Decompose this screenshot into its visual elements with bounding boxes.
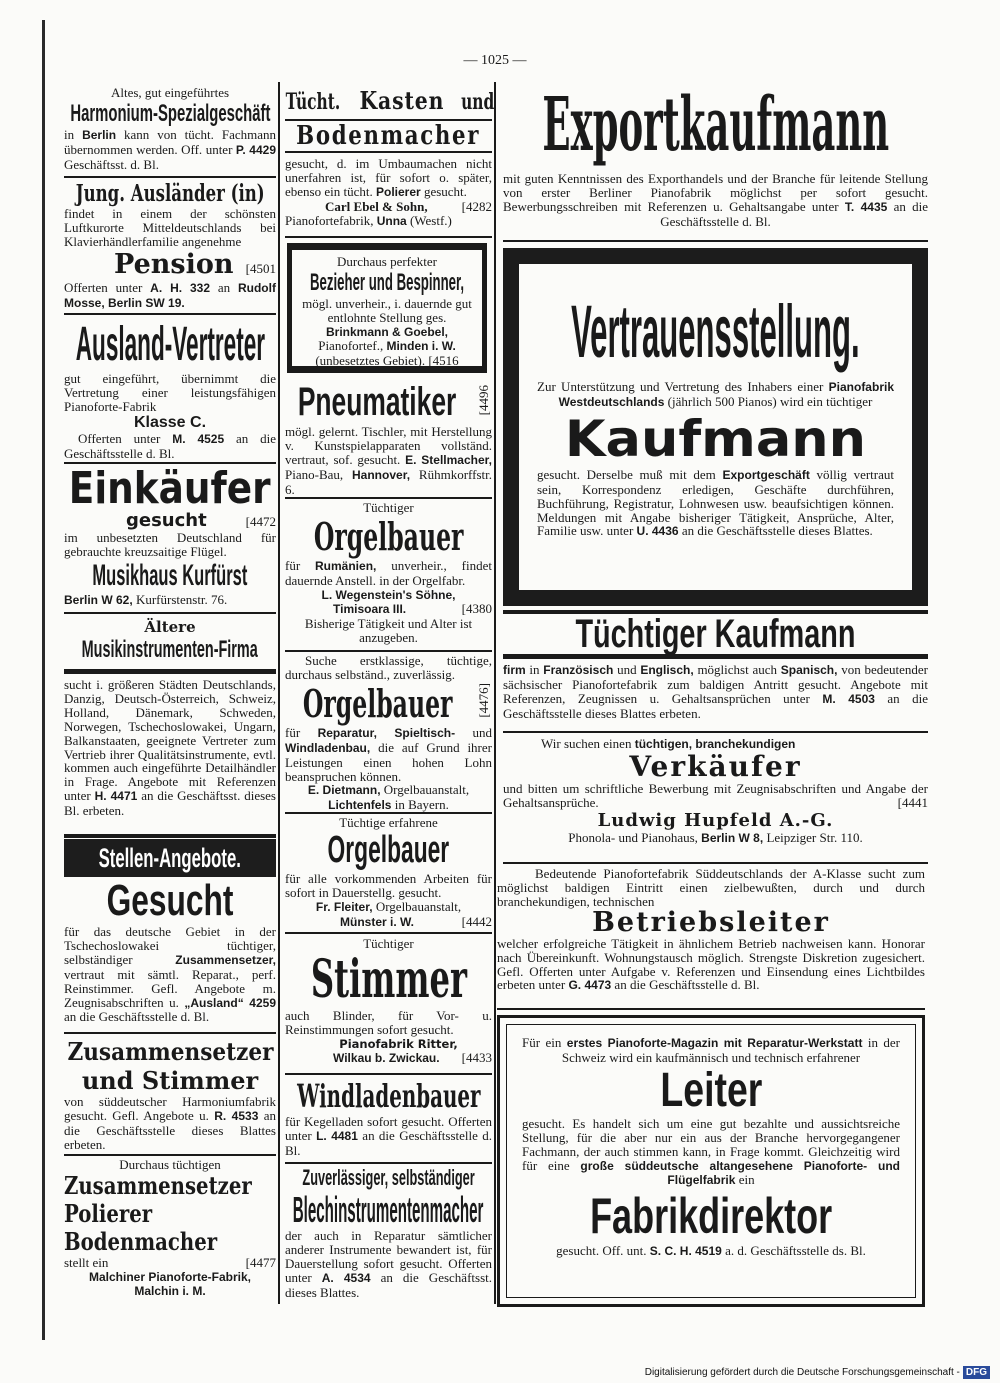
text-segment: Orgelbauanstalt, <box>380 782 470 798</box>
divider <box>64 834 276 838</box>
divider <box>64 313 276 315</box>
bold-text: Exportgeschäft <box>722 467 810 482</box>
ad-headline <box>64 462 276 514</box>
headline-text: Exportkaufmann <box>542 82 889 168</box>
ad-body <box>503 172 928 229</box>
text-segment: in Bayern. <box>391 797 449 813</box>
ad-text: stellt ein <box>64 1254 109 1270</box>
text-segment: mögl. gelernt. Tischler, mit Herstellung v. Kunstspielapparaten vollständ. vertraut, sof. gesucht. <box>285 424 492 467</box>
headline-text: Verkäufer <box>629 750 802 784</box>
ad-body <box>497 937 925 994</box>
ad-exportkaufmann <box>503 84 928 229</box>
ad-intro: Durchaus perfekter <box>337 254 437 269</box>
section-banner <box>64 839 276 877</box>
text-segment: von bedeutender sächsischer Pianofortefabrik zum baldigen Antritt gesucht. Angebote mit Referenzen, Zeugnissen u. Gehaltsansprüchen unter <box>503 662 928 706</box>
bold-text: A. 4534 <box>321 1270 371 1285</box>
ad-windladenbauer <box>285 1077 492 1158</box>
firm-name: L. Wegenstein's Söhne, <box>321 587 456 602</box>
ad-code: [4476] <box>476 682 491 718</box>
headline-row <box>285 682 492 726</box>
bold-text: Spanisch, <box>780 663 838 677</box>
bold-text: Berlin <box>82 127 117 142</box>
text-segment: an die Geschäftsstelle d. Bl. <box>64 1009 210 1025</box>
ad-address <box>285 214 492 229</box>
bold-text: erstes Pianoforte-Magazin mit Reparatur-Werkstatt <box>566 1036 863 1050</box>
bold-text: R. 4533 <box>214 1108 259 1123</box>
ad-address <box>64 593 276 608</box>
headline-text: Leiter <box>660 1064 762 1118</box>
firm-name: Carl Ebel & Sohn, <box>325 198 428 214</box>
text-segment: Kurfürstenstr. 76. <box>132 591 228 607</box>
text-segment: Pianofortefabrik, <box>285 212 377 228</box>
text-segment: an <box>210 279 238 295</box>
bold-text: Französisch <box>543 663 614 677</box>
firm-city <box>285 798 492 813</box>
ad-body: mögl. unverheir., i. dauernde gut entlohnte Stellung ges. <box>302 295 472 325</box>
ad-zusammensetzer-stimmer <box>64 1037 276 1152</box>
headline-text: Orgelbauer <box>302 681 453 727</box>
ad-code: [4477 <box>245 1254 276 1270</box>
firm-name: Pianofabrik Ritter, <box>339 1036 458 1051</box>
ad-body: Bedeutende Pianofortefabrik Süddeutschlands der A-Klasse sucht zum möglichst baldigen Eintritt einen zielbewußten, durch und durch branchekundigen, technischen <box>497 866 925 909</box>
divider <box>497 1008 925 1010</box>
ad-intro: Tüchtiger <box>363 500 414 515</box>
text-segment: (Westf.) <box>406 212 452 228</box>
ad-leiter-box <box>497 1015 925 1307</box>
text-segment: Rühmkorffstr. 6. <box>285 466 492 497</box>
text-segment: Für ein <box>522 1035 567 1050</box>
ad-headline <box>537 290 894 372</box>
text-segment: Offerten unter <box>64 279 151 295</box>
text-segment: an die Geschäftsstelle dieses Blattes erbeten. <box>503 690 929 721</box>
firm-name: Brinkmann & Goebel, <box>325 324 449 339</box>
ad-einkaeufer <box>64 462 276 608</box>
bold-text: Minden i. W. <box>386 338 456 353</box>
ad-pneumatiker <box>285 380 492 497</box>
firm-row <box>285 200 492 214</box>
bold-text: A. H. 332 <box>150 280 211 295</box>
headline-text: Ausland-Vertreter <box>75 317 265 371</box>
code-row <box>64 1256 276 1270</box>
ad-bezieher <box>292 250 482 368</box>
ad-orgelbauer-dietmann <box>285 654 492 813</box>
text-segment: Piano-Bau, <box>285 466 353 482</box>
headline-text: Zuverlässiger, selbständiger <box>302 1165 475 1190</box>
headline-text: Tüchtiger Kaufmann <box>575 611 856 656</box>
text-segment: an die Geschäftsst. dieses Blattes. <box>285 1269 492 1300</box>
bold-text: Reparatur, Spieltisch- <box>317 725 456 740</box>
ad-orgelbauer-rumaenien <box>285 501 492 644</box>
ad-headline <box>285 515 492 559</box>
bold-text: Zusammensetzer, <box>175 952 276 967</box>
firm-city: Malchin i. M. <box>134 1283 206 1298</box>
ad-address <box>503 831 928 846</box>
headline-text: Blechinstrumentenmacher <box>293 1189 484 1230</box>
ad-body <box>64 207 276 249</box>
headline-text: und Stimmer <box>81 1066 259 1095</box>
footer-credit <box>645 1366 990 1379</box>
text-segment: für <box>285 724 318 740</box>
ad-body <box>285 1229 492 1300</box>
ad-code: [4472 <box>245 514 276 529</box>
firm-name <box>285 783 492 798</box>
headline-text: Bezieher und Bespinner, <box>309 268 465 296</box>
divider <box>64 669 276 674</box>
headline-text: Zusammensetzer <box>64 1170 252 1200</box>
bold-text: G. 4473 <box>568 978 612 993</box>
ad-body <box>522 1244 900 1259</box>
headline-text: Orgelbauer <box>313 514 464 560</box>
ad-vertrauensstellung-box <box>503 248 928 606</box>
ad-headline <box>285 380 470 425</box>
bold-text: Rudolf Mosse, Berlin SW 19. <box>64 280 276 310</box>
divider <box>285 812 492 814</box>
ad-blechinstrumentenmacher <box>285 1165 492 1300</box>
headline-text: Musikinstrumenten-Firma <box>81 636 259 663</box>
bold-text: firm <box>503 663 526 677</box>
city-row <box>285 1051 492 1066</box>
ad-body <box>285 1115 492 1158</box>
ad-musikinstrumenten-firma <box>64 618 276 818</box>
ad-firm <box>64 559 276 593</box>
ad-harmonium <box>64 86 276 172</box>
divider <box>285 1162 492 1164</box>
text-segment: unverheir., findet dauernde Anstell. in der Orgelfabr. <box>285 557 492 588</box>
text-segment: an die Geschäftsstelle d. Bl. <box>285 1127 493 1158</box>
ad-malchiner <box>64 1158 276 1298</box>
ad-firm <box>503 810 928 831</box>
divider <box>503 240 928 242</box>
text-segment: für <box>285 557 316 573</box>
ad-headline <box>64 1066 276 1095</box>
bold-text: L. 4481 <box>316 1128 358 1143</box>
ad-tuechtiger-kaufmann <box>503 610 928 721</box>
page-number: — 1025 — <box>463 53 527 68</box>
bold-text: Berlin W 62, <box>64 592 133 607</box>
divider <box>285 236 492 238</box>
ad-body <box>64 531 276 559</box>
ad-headline <box>503 611 928 656</box>
banner-text: Stellen-Angebote. <box>98 842 242 873</box>
text-segment: Geschäftsst. d. Bl. <box>64 156 159 172</box>
text-segment: der auch in Reparatur sämtlicher anderer Instrumente bewandert ist, für Dauerstellung sofort gesucht. Offerten unter <box>285 1228 492 1285</box>
text-segment: kann von tücht. Fachmann übernommen werden. Off. unter <box>64 126 276 157</box>
ad-note: Bisherige Tätigkeit und Alter ist anzugeben. <box>304 615 473 645</box>
ad-headline <box>522 1188 900 1244</box>
headline-text: Jung. Ausländer (in) <box>75 180 265 207</box>
bold-text: Lichtenfels <box>328 798 392 813</box>
text-segment: welcher erfolgreiche Tätigkeit in ähnlichem Betrieb nachweisen kann. Honorar nach Übereinkunft. Wohnungstausch möglich. Strengste Diskretion zugesichert. Gefl. Offerten unter Aufgabe v. Referenzen und Einsendung eines Lichtbildes erbeten unter <box>497 935 925 993</box>
column-rule <box>494 82 496 1304</box>
divider <box>64 1032 276 1034</box>
text-segment: Orgelbauanstalt, <box>372 898 462 914</box>
ad-intro: Durchaus tüchtigen <box>119 1157 221 1172</box>
bold-text: Berlin W 8, <box>701 830 764 845</box>
firm-city: Timisoara III. <box>333 601 407 616</box>
ad-headline <box>296 269 478 297</box>
bold-text: Unna <box>376 213 407 228</box>
ad-headline <box>285 1191 492 1229</box>
ad-headline <box>64 316 276 372</box>
headline-text: Fabrikdirektor <box>589 1188 833 1245</box>
ad-intro: Ältere <box>144 618 196 636</box>
ad-body <box>285 157 492 200</box>
ad-code: [4282 <box>461 198 492 214</box>
headline-text: Vertrauensstellung. <box>571 289 860 373</box>
text-segment: in <box>64 126 83 142</box>
ad-headline <box>64 636 276 664</box>
text-segment: Phonola- und Pianohaus, <box>568 829 702 845</box>
ad-headline <box>503 752 928 782</box>
text-segment: von süddeutscher Harmoniumfabrik gesucht. Gefl. Angebote u. <box>64 1094 276 1123</box>
text-segment: und <box>455 724 492 740</box>
ad-headline <box>285 1165 492 1191</box>
headline-list <box>64 1170 252 1256</box>
bold-text: E. Dietmann, <box>307 783 381 798</box>
ad-headline <box>285 951 492 1009</box>
bold-text: Windladenbau, <box>285 740 371 755</box>
headline-text: Bodenmacher <box>296 121 481 151</box>
ad-kasten-bodenmacher <box>285 86 492 229</box>
text-segment: in der Schweiz wird ein kaufmännisch und technisch erfahrener <box>561 1035 900 1065</box>
ad-intro: Tüchtiger <box>363 936 414 951</box>
ad-orgelbauer-fleiter <box>285 816 492 930</box>
ad-headline <box>285 1077 492 1115</box>
text-segment: (jährlich 500 Pianos) wird ein tüchtiger <box>664 393 873 409</box>
footer-text: Digitalisierung gefördert durch die Deutsche Forschungsgemeinschaft - <box>644 1367 960 1378</box>
big-word: Pension <box>114 248 234 280</box>
ad-intro: Tüchtige erfahrene <box>339 815 438 830</box>
text-segment: und <box>613 662 641 677</box>
divider <box>285 1073 492 1075</box>
ad-leiter <box>522 1036 900 1259</box>
text-segment: vertraut mit sämtl. Reparat., perf. Reinstimmer. Gefl. Angebote m. Zeugnisabschriften u. <box>64 966 276 1010</box>
ad-body <box>64 1095 276 1152</box>
divider <box>285 932 492 934</box>
text-segment: findet in einem der schönsten Luftkurorte Mitteldeutschlands bei Klavierhändlerfamilie angenehme <box>64 206 276 249</box>
ad-headline <box>497 909 925 937</box>
text-segment: gut eingeführt, übernimmt die Vertretung einer leistungsfähigen Pianoforte-Fabrik <box>64 371 276 414</box>
text-segment: gesucht, d. im Umbaumachen nicht unerfahren ist, für sofort o. später, ebenso ein tücht. <box>285 156 492 199</box>
bold-text: Pianofabrik Westdeutschlands <box>558 380 894 409</box>
bold-text: M. 4503 <box>822 691 875 706</box>
headline-text: und <box>460 89 494 115</box>
headline-text: Bodenmacher <box>64 1226 218 1256</box>
ad-body: und bitten um schriftliche Bewerbung mit Zeugnisabschriften und Angabe der Gehaltsansprüche. <box>503 780 928 810</box>
ad-intro: Suche erstklassige, tüchtige, durchaus selbständ., zuverlässig. <box>285 653 492 682</box>
text-segment: für das deutsche Gebiet in der Tschechoslowakei tüchtiger, selbständiger <box>64 924 276 967</box>
text-segment: gesucht. Es handelt sich um eine gut bezahlte und aussichtsreiche Stellung, für die aber nur ein aus der Branche hervorgegangener Fachmann, der auch stimmen kann, in Frage kommt. Gleichzeitig wird für eine <box>522 1115 900 1173</box>
dfg-logo: DFG <box>963 1366 990 1379</box>
big-word-text: Kaufmann <box>564 409 867 468</box>
ad-headline <box>64 180 276 207</box>
text-segment: in <box>525 662 544 677</box>
firm-name <box>285 900 492 915</box>
ad-big-word <box>537 410 894 468</box>
headline-text: Tücht. <box>285 89 341 115</box>
text-segment: Pianofortef., <box>318 337 387 353</box>
headline-text: Einkäufer <box>69 462 271 514</box>
text-segment: an die Geschäftsstelle dieses Blattes. <box>678 523 873 539</box>
ad-headline <box>503 84 928 166</box>
bold-text: T. 4435 <box>844 199 888 214</box>
ad-sub: gesucht <box>126 510 207 531</box>
ad-sub: Klasse C. <box>133 413 207 431</box>
ad-code: [4441 <box>897 794 928 810</box>
bold-text: Englisch, <box>640 663 694 677</box>
ad-verkaeufer <box>503 737 928 846</box>
ad-headline <box>64 100 276 128</box>
text-segment: a. d. Geschäftsstelle ds. Bl. <box>721 1243 866 1259</box>
ad-code: [4501 <box>245 260 276 276</box>
bold-text: Rumänien, <box>315 558 377 573</box>
divider <box>503 731 928 733</box>
divider <box>285 650 492 652</box>
bold-text: tüchtigen, branchekundigen <box>634 737 796 751</box>
bold-text: P. 4429 <box>235 142 277 157</box>
city-row <box>285 915 492 930</box>
ad-code: [4433 <box>461 1049 492 1065</box>
ad-body <box>285 425 492 497</box>
ad-body: für alle vorkommenden Arbeiten für sofort in Dauerstellg. gesucht. <box>285 870 492 900</box>
ad-intro: Altes, gut eingeführtes <box>110 85 230 100</box>
ad-code: [4380 <box>461 600 492 616</box>
firm-text: Ludwig Hupfeld A.-G. <box>597 809 834 831</box>
bold-text: Fr. Fleiter, <box>315 899 373 914</box>
text-segment: Zur Unterstützung und Vertretung des Inhabers einer <box>537 379 829 394</box>
ad-vertrauensstellung <box>519 264 912 539</box>
ad-body <box>537 468 894 540</box>
text-segment: gesucht. Off. unt. <box>556 1243 650 1259</box>
ad-code: [4442 <box>461 913 492 929</box>
text-segment: an die Geschäftsstelle d. Bl. <box>660 198 929 229</box>
text-segment: an die Geschäftsst. dieses Bl. erbeten. <box>64 788 276 819</box>
text-segment: Leipziger Str. 110. <box>763 829 863 845</box>
ad-headline <box>285 830 492 872</box>
text-segment: ein <box>735 1172 755 1188</box>
divider <box>285 497 492 499</box>
scan-edge <box>42 20 45 1340</box>
headline-text: Stimmer <box>310 949 467 1011</box>
text-segment: die auf Grund ihrer Leistungen einen hohen Lohn beanspruchen können. <box>285 739 492 784</box>
headline-text: Orgelbauer <box>327 829 450 872</box>
headline-text: Betriebsleiter <box>592 907 830 939</box>
divider <box>64 176 276 178</box>
text-segment: im unbesetzten Deutschland für gebrauchte kreuzsaitige Flügel. <box>64 530 276 559</box>
ad-body <box>64 678 276 818</box>
bold-text: große süddeutsche altangesehene Pianoforte- und Flügelfabrik <box>580 1158 900 1188</box>
text-segment: an die Geschäftsstelle d. Bl. <box>64 430 276 461</box>
ad-headline <box>522 1065 900 1117</box>
headline-text: Windladenbauer <box>296 1077 481 1115</box>
ad-body <box>64 432 276 461</box>
bold-text: E. Stellmacher, <box>405 452 492 467</box>
headline-text: Gesucht <box>106 876 234 925</box>
divider <box>64 612 276 614</box>
ad-headline <box>64 877 276 925</box>
text-segment: Wir suchen einen <box>541 736 635 751</box>
text-segment: mit guten Kenntnissen des Exporthandels und der Branche für leitende Stellung von erster Berliner Pianofabrik möglichst per sofort gesucht. Bewerbungsschreiben mit Referenzen u. Gehaltsangabe unter <box>503 171 928 214</box>
text-segment: gesucht. Derselbe muß mit dem <box>537 466 723 482</box>
bold-text: U. 4436 <box>636 524 679 539</box>
ad-body <box>64 925 276 1024</box>
text-segment: an die Geschäftsstelle dieses Blattes erbeten. <box>64 1107 276 1152</box>
bold-text: H. 4471 <box>94 789 138 804</box>
headline-text: Pneumatiker <box>298 380 457 424</box>
text-segment: völlig vertraut sein, Korrespondenz erledigen, Geschäfte durchführen, Buchführung, Registratur, Lohnwesen usw. beaufsichtigen können. Meldungen mit Angabe bisheriger Tätigkeit, Ansprüche, Alter, Familie usw. unter <box>537 466 894 539</box>
text-segment: sucht i. größeren Städten Deutschlands, Danzig, Deutsch-Österreich, Schweiz, Holland, Dänemark, Schweden, Norwegen, Tschechoslowakei, Ungarn, Balkanstaaten, geeignete Vertreter zum Vertrieb ihrer Qualitätsinstrumente, evtl. kommen auch eingeführte Detailhändler in Frage. Angebote mit Referenzen unter <box>64 677 276 804</box>
ad-body <box>503 663 928 721</box>
ad-body: auch Blinder, für Vor- u. Reinstimmungen sofort gesucht. <box>285 1007 492 1037</box>
ad-body <box>285 559 492 588</box>
bold-text: S. C. H. 4519 <box>649 1244 722 1259</box>
ad-body <box>522 1036 900 1065</box>
headline-text: Polierer <box>64 1198 153 1228</box>
ad-betriebsleiter <box>497 867 925 993</box>
ad-bezieher-box <box>287 243 487 373</box>
divider <box>503 862 928 864</box>
headline-text: Kasten <box>359 86 445 115</box>
bold-text: „Ausland“ 4259 <box>184 995 276 1010</box>
ad-stimmer <box>285 937 492 1066</box>
ad-headline <box>285 86 492 115</box>
ad-body <box>522 1117 900 1189</box>
headline-text: Zusammensetzer <box>66 1037 274 1066</box>
bold-text: M. 4525 <box>172 431 225 446</box>
ad-body <box>285 726 492 784</box>
ad-gesucht <box>64 839 276 1024</box>
firm-city: Wilkau b. Zwickau. <box>333 1050 440 1065</box>
city-row <box>285 602 492 617</box>
headline-text: Harmonium-Spezialgeschäft <box>69 99 271 127</box>
ad-note: (unbesetztes Gebiet). [4516 <box>315 352 459 368</box>
ad-body <box>64 128 276 172</box>
bold-text: Hannover, <box>352 467 411 482</box>
headline-row <box>285 380 492 425</box>
ad-headline <box>64 1037 276 1066</box>
ad-code: [4496 <box>476 384 491 415</box>
firm-text: Musikhaus Kurfürst <box>92 558 248 592</box>
firm-city: Münster i. W. <box>340 914 415 929</box>
pension-row <box>64 249 276 281</box>
text-segment: an die Geschäftsstelle d. Bl. <box>611 977 760 993</box>
bold-text: Polierer <box>375 184 421 199</box>
ad-body <box>64 372 276 414</box>
ad-body <box>537 380 894 410</box>
ad-headline <box>285 682 470 726</box>
divider <box>64 1154 276 1156</box>
text-segment: für Kegelladen sofort gesucht. Offerten unter <box>285 1114 492 1143</box>
text-segment: Offerten unter <box>78 430 173 446</box>
ad-body <box>64 281 276 311</box>
text-segment: gesucht. <box>420 183 467 199</box>
column-rule <box>278 82 280 1304</box>
ad-headline <box>285 119 492 153</box>
ad-auslaender <box>64 180 276 311</box>
ad-address <box>296 339 478 354</box>
text-segment: möglichst auch <box>693 662 781 677</box>
firm-name: Malchiner Pianoforte-Fabrik, <box>88 1269 252 1284</box>
ad-ausland-vertreter <box>64 316 276 461</box>
